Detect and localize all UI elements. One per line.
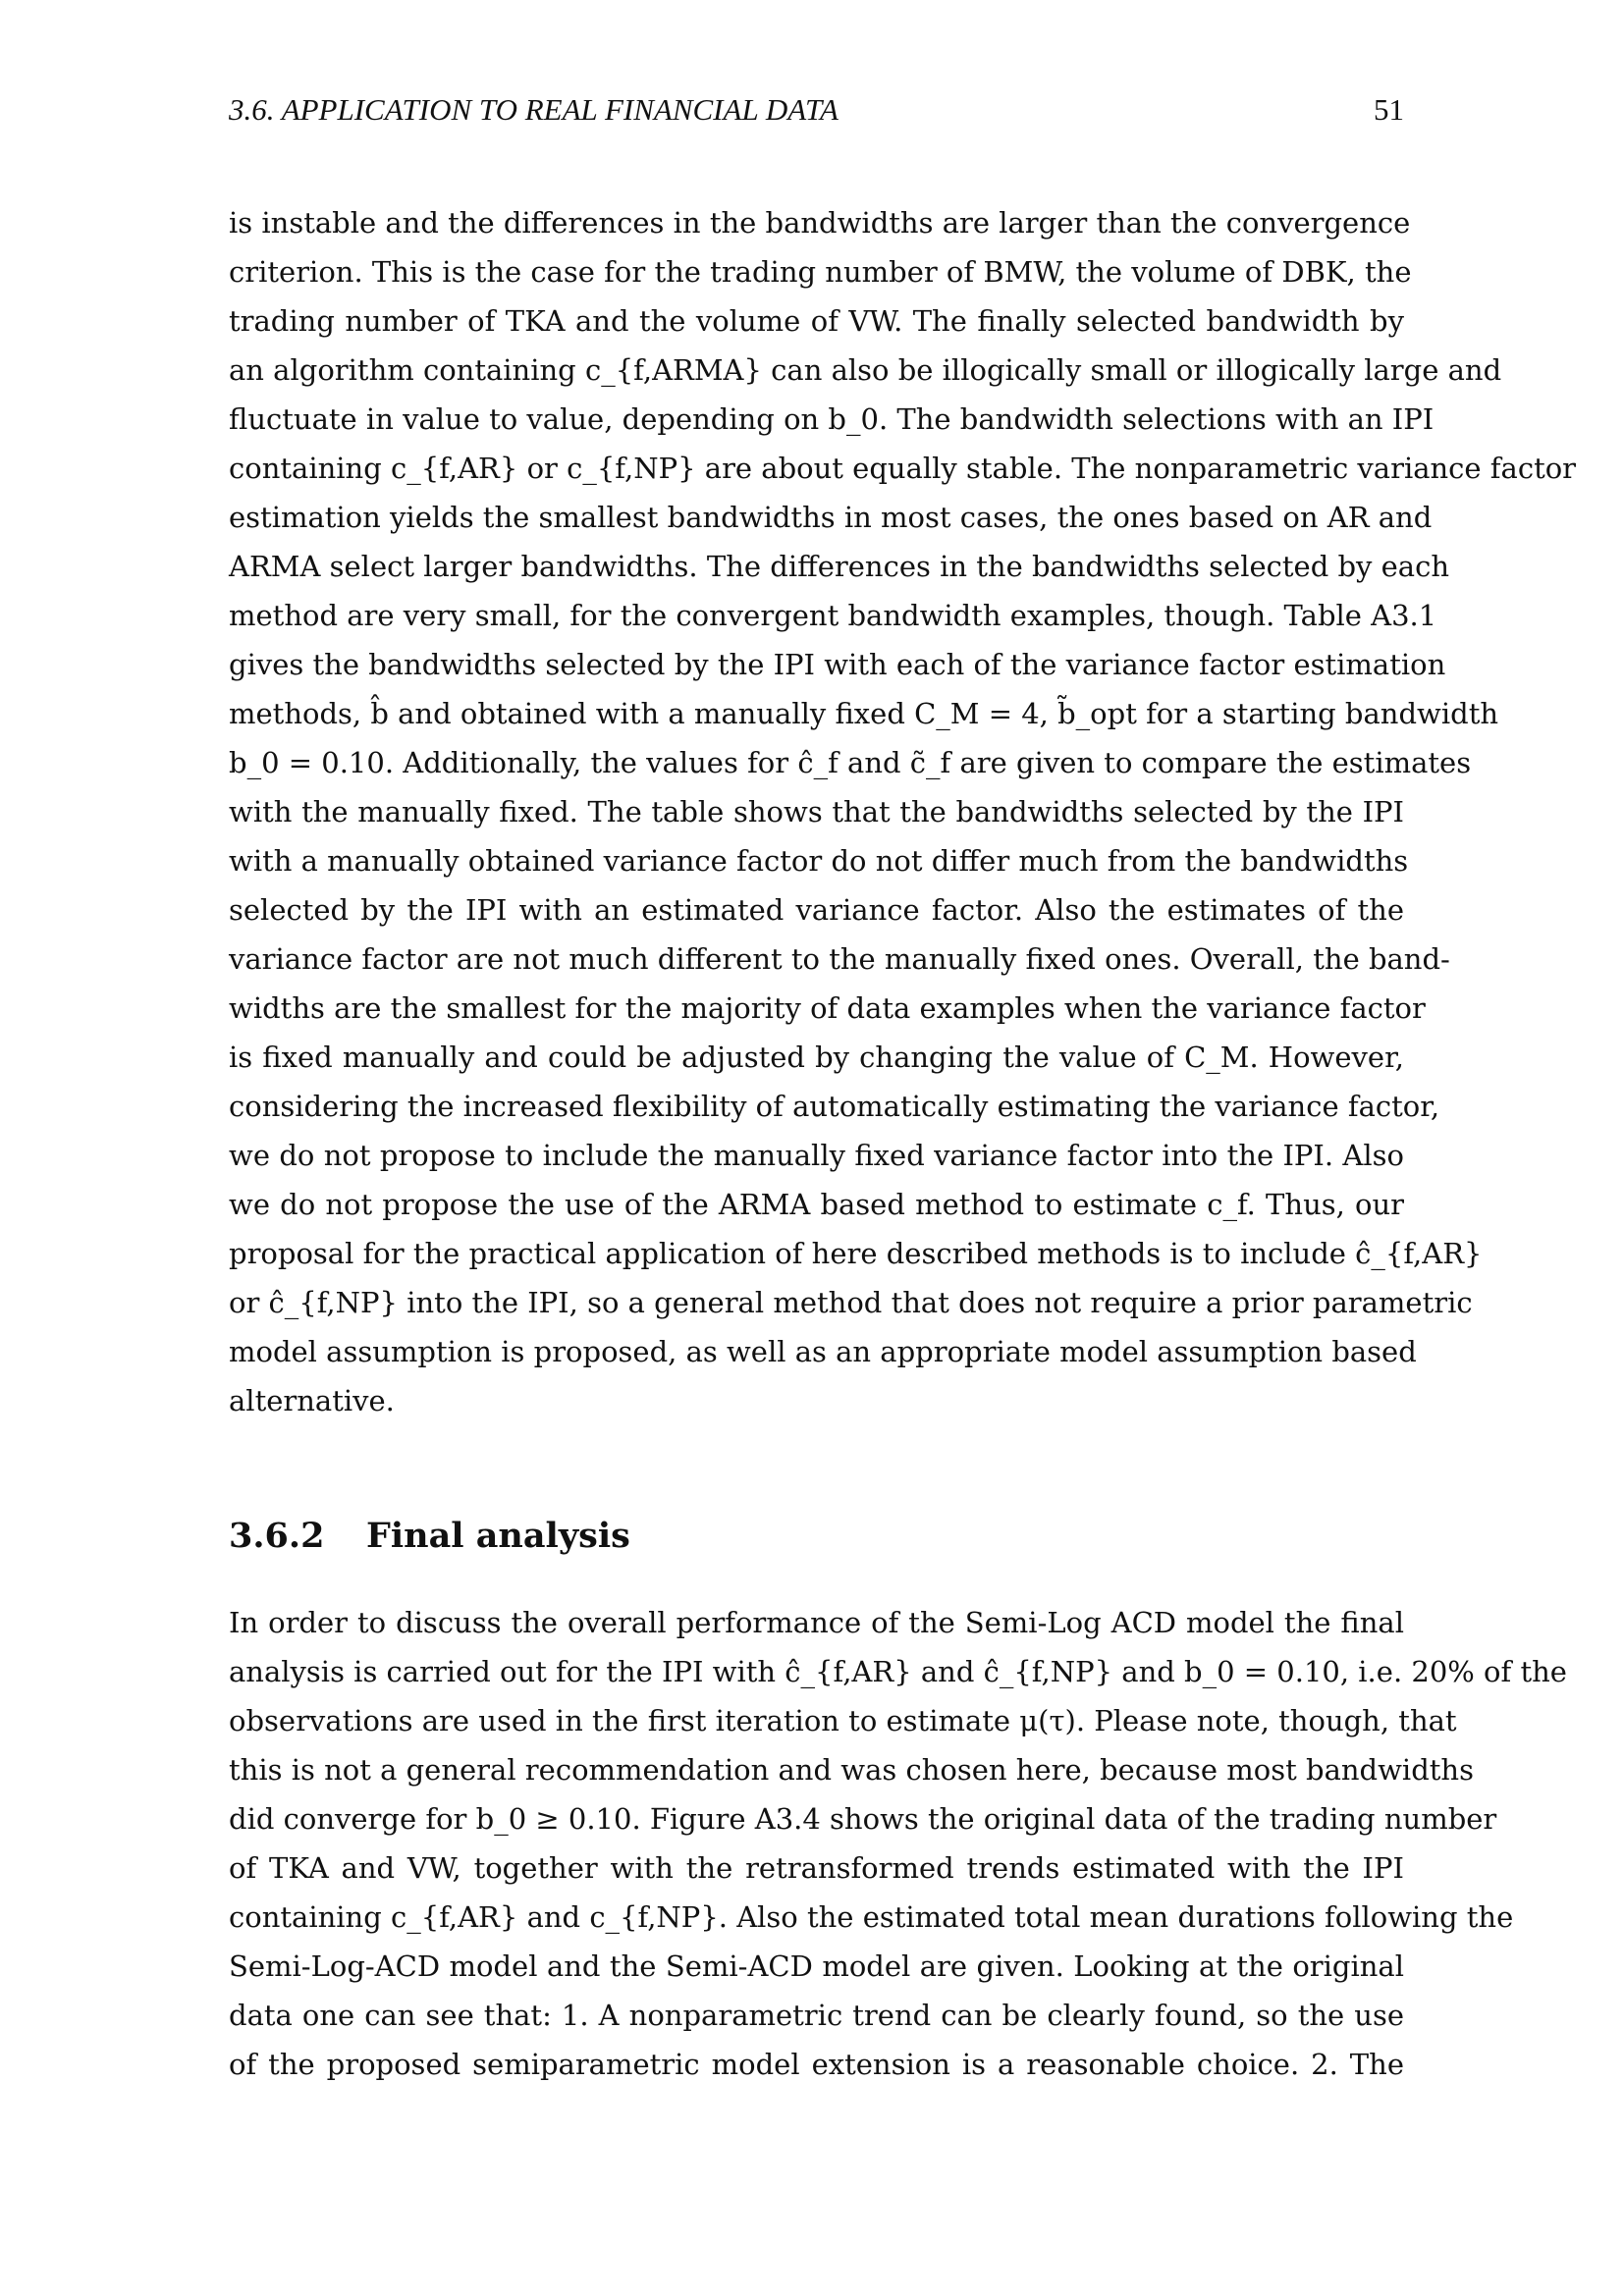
- paragraph-1: [229, 198, 1577, 1425]
- text-line: widths are the smallest for the majority of data examples when the variance factor: [229, 991, 1426, 1025]
- running-title: 3.6. APPLICATION TO REAL FINANCIAL DATA: [229, 92, 839, 127]
- text-line: methods, b̂ and obtained with a manually fixed C_M = 4, b̃_opt for a starting bandwidth: [229, 697, 1499, 730]
- text-line: of TKA and VW, together with the retransformed trends estimated with the IPI: [229, 1851, 1404, 1885]
- section-number: 3.6.2: [229, 1516, 325, 1556]
- text-line: trading number of TKA and the volume of VW. The finally selected bandwidth by: [229, 304, 1404, 338]
- text-line: In order to discuss the overall performance of the Semi-Log ACD model the final: [229, 1606, 1404, 1639]
- running-header: [229, 92, 1404, 135]
- text-line: analysis is carried out for the IPI with ĉ_{f,AR} and ĉ_{f,NP} and b_0 = 0.10, i.e. 20% of the: [229, 1655, 1567, 1688]
- text-line: method are very small, for the convergent bandwidth examples, though. Table A3.1: [229, 599, 1437, 632]
- text-line: variance factor are not much different to the manually fixed ones. Overall, the band-: [229, 942, 1450, 976]
- text-line: is instable and the differences in the bandwidths are larger than the convergence: [229, 206, 1411, 240]
- text-line: data one can see that: 1. A nonparametric trend can be clearly found, so the use: [229, 1999, 1404, 2032]
- text-line: of the proposed semiparametric model extension is a reasonable choice. 2. The: [229, 2048, 1404, 2081]
- text-line: ARMA select larger bandwidths. The differences in the bandwidths selected by each: [229, 550, 1450, 583]
- text-line: Semi-Log-ACD model and the Semi-ACD model are given. Looking at the original: [229, 1949, 1404, 1983]
- text-line: considering the increased flexibility of automatically estimating the variance factor,: [229, 1090, 1440, 1123]
- paragraph-2: [229, 1598, 1567, 2089]
- text-line: we do not propose to include the manually fixed variance factor into the IPI. Also: [229, 1139, 1404, 1172]
- text-line: gives the bandwidths selected by the IPI with each of the variance factor estimation: [229, 648, 1446, 681]
- text-line: is fixed manually and could be adjusted by changing the value of C_M. However,: [229, 1041, 1404, 1074]
- text-line: or ĉ_{f,NP} into the IPI, so a general method that does not require a prior parametric: [229, 1286, 1473, 1319]
- text-line: criterion. This is the case for the trading number of BMW, the volume of DBK, the: [229, 255, 1412, 289]
- section-heading: [229, 1512, 630, 1561]
- text-line: selected by the IPI with an estimated variance factor. Also the estimates of the: [229, 893, 1404, 927]
- text-line: with the manually fixed. The table shows that the bandwidths selected by the IPI: [229, 795, 1404, 828]
- text-line: estimation yields the smallest bandwidths in most cases, the ones based on AR and: [229, 501, 1433, 534]
- section-title: Final analysis: [366, 1516, 630, 1556]
- text-line: we do not propose the use of the ARMA based method to estimate c_f. Thus, our: [229, 1188, 1404, 1221]
- text-line: model assumption is proposed, as well as an appropriate model assumption based: [229, 1335, 1417, 1368]
- text-line: alternative.: [229, 1384, 395, 1417]
- text-line: containing c_{f,AR} and c_{f,NP}. Also the estimated total mean durations following the: [229, 1900, 1514, 1934]
- page-number: 51: [1374, 92, 1404, 127]
- text-line: b_0 = 0.10. Additionally, the values for ĉ_f and c̃_f are given to compare the estimates: [229, 746, 1472, 779]
- text-line: proposal for the practical application of here described methods is to include ĉ_{f,AR}: [229, 1237, 1483, 1270]
- text-line: an algorithm containing c_{f,ARMA} can also be illogically small or illogically large and: [229, 353, 1502, 387]
- text-line: observations are used in the first iteration to estimate μ(τ). Please note, though, that: [229, 1704, 1457, 1737]
- text-line: with a manually obtained variance factor do not differ much from the bandwidths: [229, 844, 1409, 878]
- text-line: this is not a general recommendation and was chosen here, because most bandwidths: [229, 1753, 1474, 1787]
- text-line: fluctuate in value to value, depending on b_0. The bandwidth selections with an IPI: [229, 402, 1435, 436]
- text-line: containing c_{f,AR} or c_{f,NP} are about equally stable. The nonparametric variance factor: [229, 452, 1577, 485]
- text-line: did converge for b_0 ≥ 0.10. Figure A3.4 shows the original data of the trading number: [229, 1802, 1497, 1836]
